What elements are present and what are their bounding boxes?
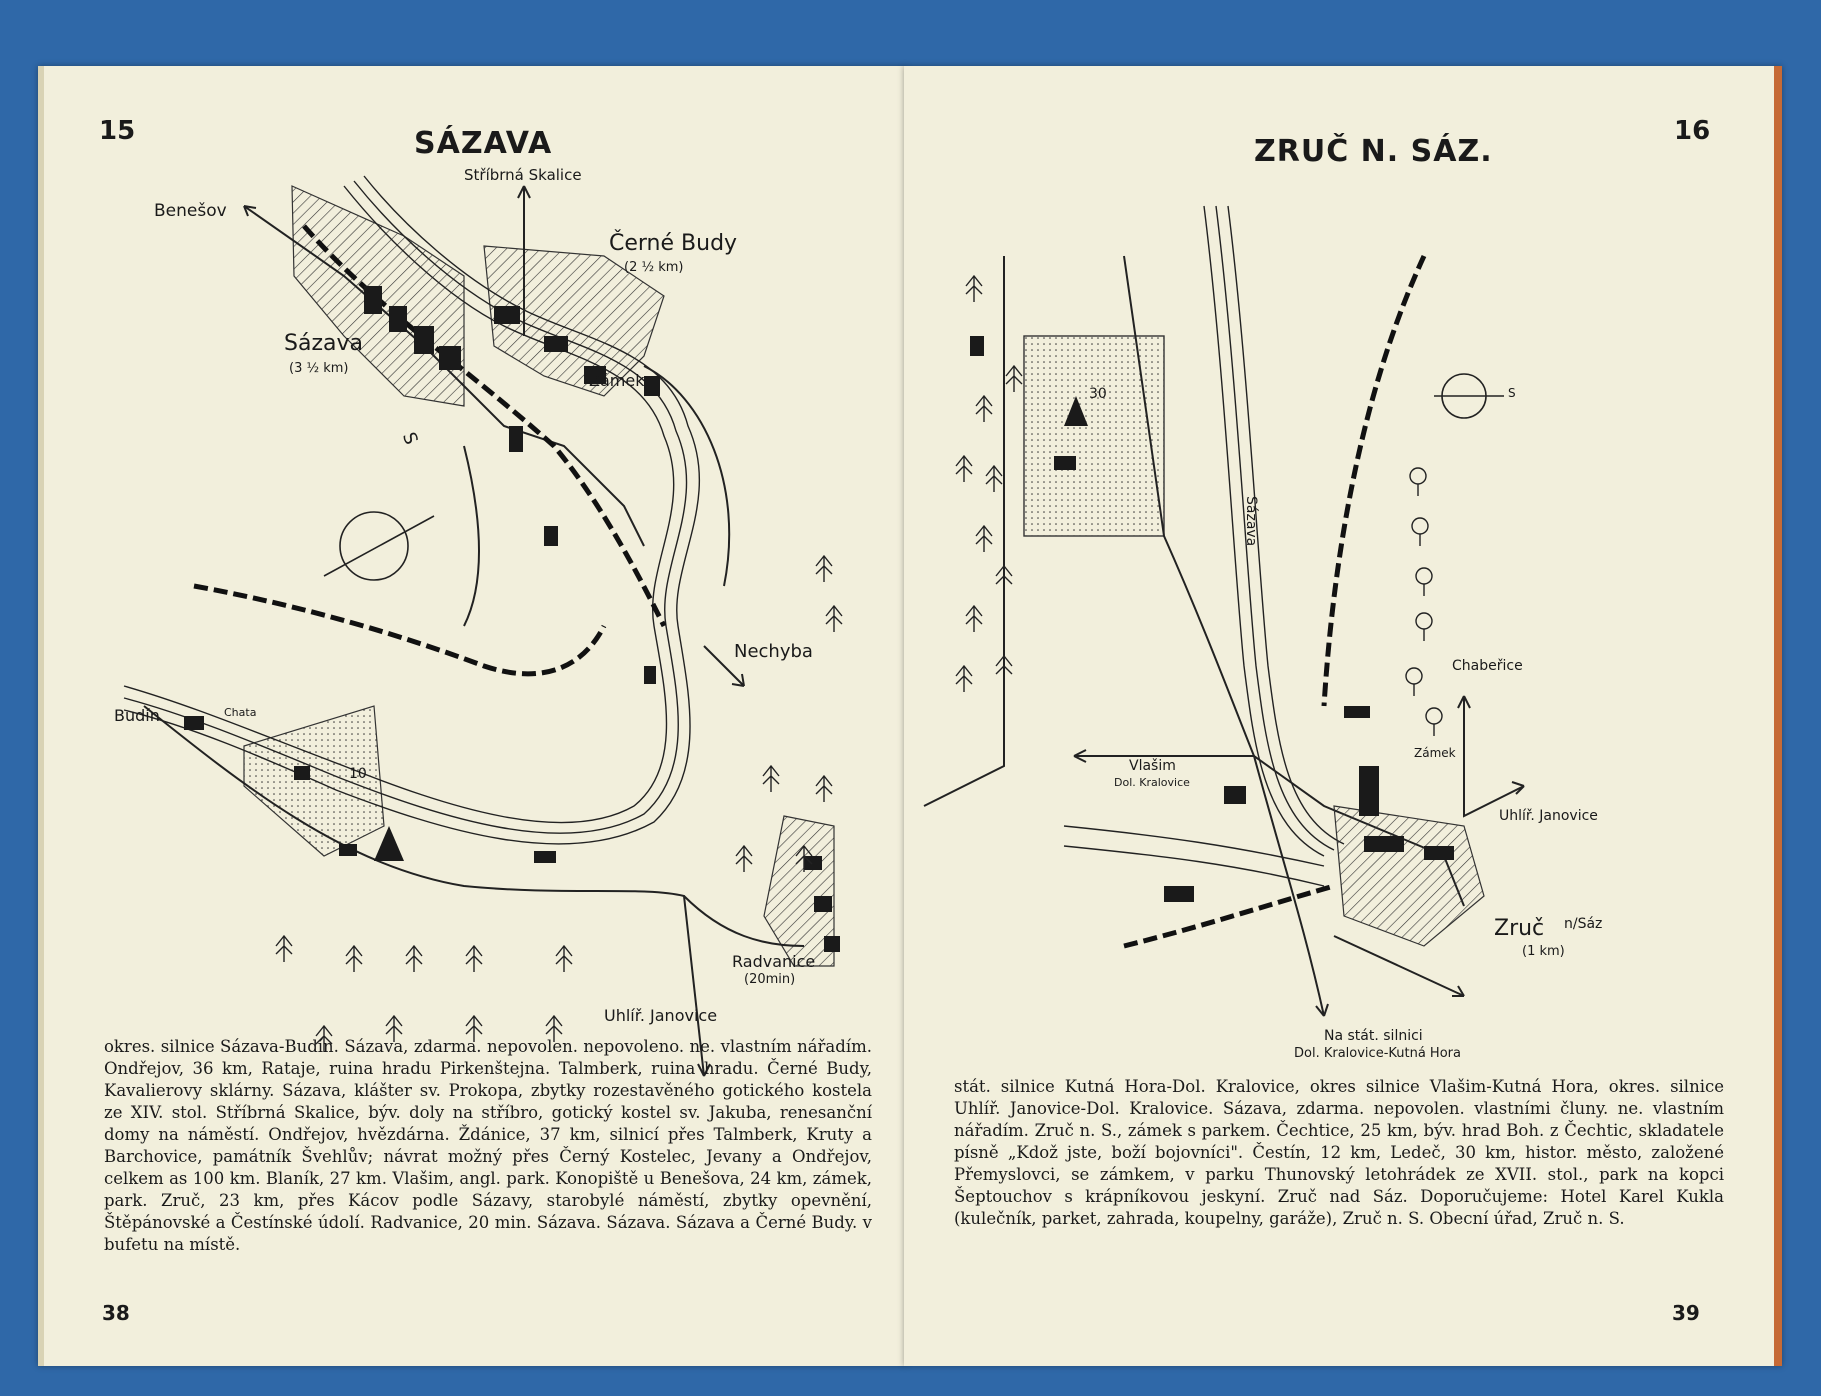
- label-zamek: Zámek: [1414, 746, 1456, 760]
- label-radvanice-time: (20min): [744, 972, 796, 987]
- zruc-town-area: [1334, 806, 1484, 946]
- page-number-bottom: 39: [1672, 1301, 1700, 1325]
- zruc-river: [1064, 206, 1344, 886]
- label-uhlir-janovice: Uhlíř. Janovice: [1499, 808, 1598, 824]
- description-text: stát. silnice Kutná Hora-Dol. Kralovice, okres silnice Vlašim-Kutná Hora, okres. silnice Uhlíř. Janovice-Dol. Kralovice. Sázava, zdarma. nepovolen. vlastními čluny. ne. vlastním nářadím. Zruč n. S., zámek s parkem. Čechtice, 25 km, býv. hrad Boh. z Čechtic, skladatele písně „Kdož jste, boží bojovníci". Čestín, 12 km, Ledeč, 30 km, histor. město, založené Přemyslovci, se zámkem, v parku Thunovský letohrádek ze XVII. stol., park na kopci Šeptouchov s krápníkovou jeskyní. Zruč nad Sáz. Doporučujeme: Hotel Karel Kukla (kulečník, parket, zahrada, koupelny, garáže), Zruč n. S. Obecní úřad, Zruč n. S.: [954, 1077, 1724, 1228]
- left-page: [38, 66, 906, 1366]
- page-number-bottom: 38: [102, 1301, 130, 1325]
- description-text: okres. silnice Sázava-Budín. Sázava, zdarma. nepovolen. nepovoleno. ne. vlastním nářadím. Ondřejov, 36 km, Rataje, ruina hradu Pirkenštejna. Talmberk, ruina hradu. Černé Budy, Kavalierovy sklárny. Sázava, klášter sv. Prokopa, zbytky rozestavěného gotického kostela ze XIV. stol. Stříbrná Skalice, býv. doly na stříbro, gotický kostel sv. Jakuba, renesanční domy na náměstí. Ondřejov, hvězdárna. Ždánice, 37 km, silnicí přes Talmberk, Kruty a Barchovice, památník Švehlův; návrat možný přes Černý Kostelec, Jevany a Ondřejov, celkem as 100 km. Blaník, 27 km. Vlašim, angl. park. Konopiště u Benešova, 24 km, zámek, park. Zruč, 23 km, přes Kácov podle Sázavy, starobylé náměstí, zbytky opevnění, Štěpánovské a Čestínské údolí. Radvanice, 20 min. Sázava. Sázava. Sázava a Černé Budy. v bufetu na místě.: [104, 1037, 872, 1254]
- label-cerne-budy: Černé Budy: [609, 231, 738, 256]
- label-chaberice: Chabeřice: [1452, 658, 1523, 674]
- label-camp-capacity-right: 30: [1089, 386, 1107, 402]
- compass-right: [1434, 374, 1504, 418]
- label-kutna-hora-road: Dol. Kralovice-Kutná Hora: [1294, 1046, 1461, 1061]
- label-vlasim: Vlašim: [1129, 758, 1176, 774]
- label-zruc-suffix: n/Sáz: [1564, 916, 1603, 932]
- label-stribrna-skalice: Stříbrná Skalice: [464, 166, 582, 184]
- label-zruc-distance: (1 km): [1522, 944, 1565, 959]
- compass-left: [324, 512, 434, 580]
- right-page: [904, 66, 1782, 1366]
- label-uhlir-janovice: Uhlíř. Janovice: [604, 1006, 718, 1025]
- label-sazava: Sázava: [284, 331, 363, 356]
- label-zamek: Zámek: [589, 371, 645, 390]
- label-dol-kralovice: Dol. Kralovice: [1114, 776, 1190, 789]
- label-sazava-distance: (3 ½ km): [289, 361, 349, 376]
- tree-icons-right: [956, 276, 1022, 692]
- label-camp-capacity-left: 10: [349, 766, 367, 782]
- page-title: ZRUČ N. SÁZ.: [1254, 134, 1493, 169]
- label-chata: Chata: [224, 706, 257, 719]
- label-river-sazava: Sázava: [1243, 496, 1259, 547]
- compass-south-label: S: [397, 429, 422, 448]
- compass-south-label: S: [1508, 386, 1516, 400]
- roads-left: [144, 186, 804, 1076]
- label-radvanice: Radvanice: [732, 952, 816, 971]
- page-title: SÁZAVA: [414, 126, 553, 161]
- page-number-top: 15: [99, 116, 136, 146]
- label-zruc: Zruč: [1494, 916, 1545, 941]
- deciduous-tree-icons-right: [1406, 468, 1442, 736]
- label-nechyba: Nechyba: [734, 641, 813, 662]
- label-nast-silnici: Na stát. silnici: [1324, 1028, 1423, 1044]
- camp-area-right: [1024, 336, 1164, 536]
- label-benesov: Benešov: [154, 201, 227, 221]
- label-cerne-budy-distance: (2 ½ km): [624, 260, 684, 275]
- buildings-left: [184, 286, 840, 952]
- page-number-top: 16: [1674, 116, 1711, 146]
- label-budin: Budín: [114, 706, 160, 725]
